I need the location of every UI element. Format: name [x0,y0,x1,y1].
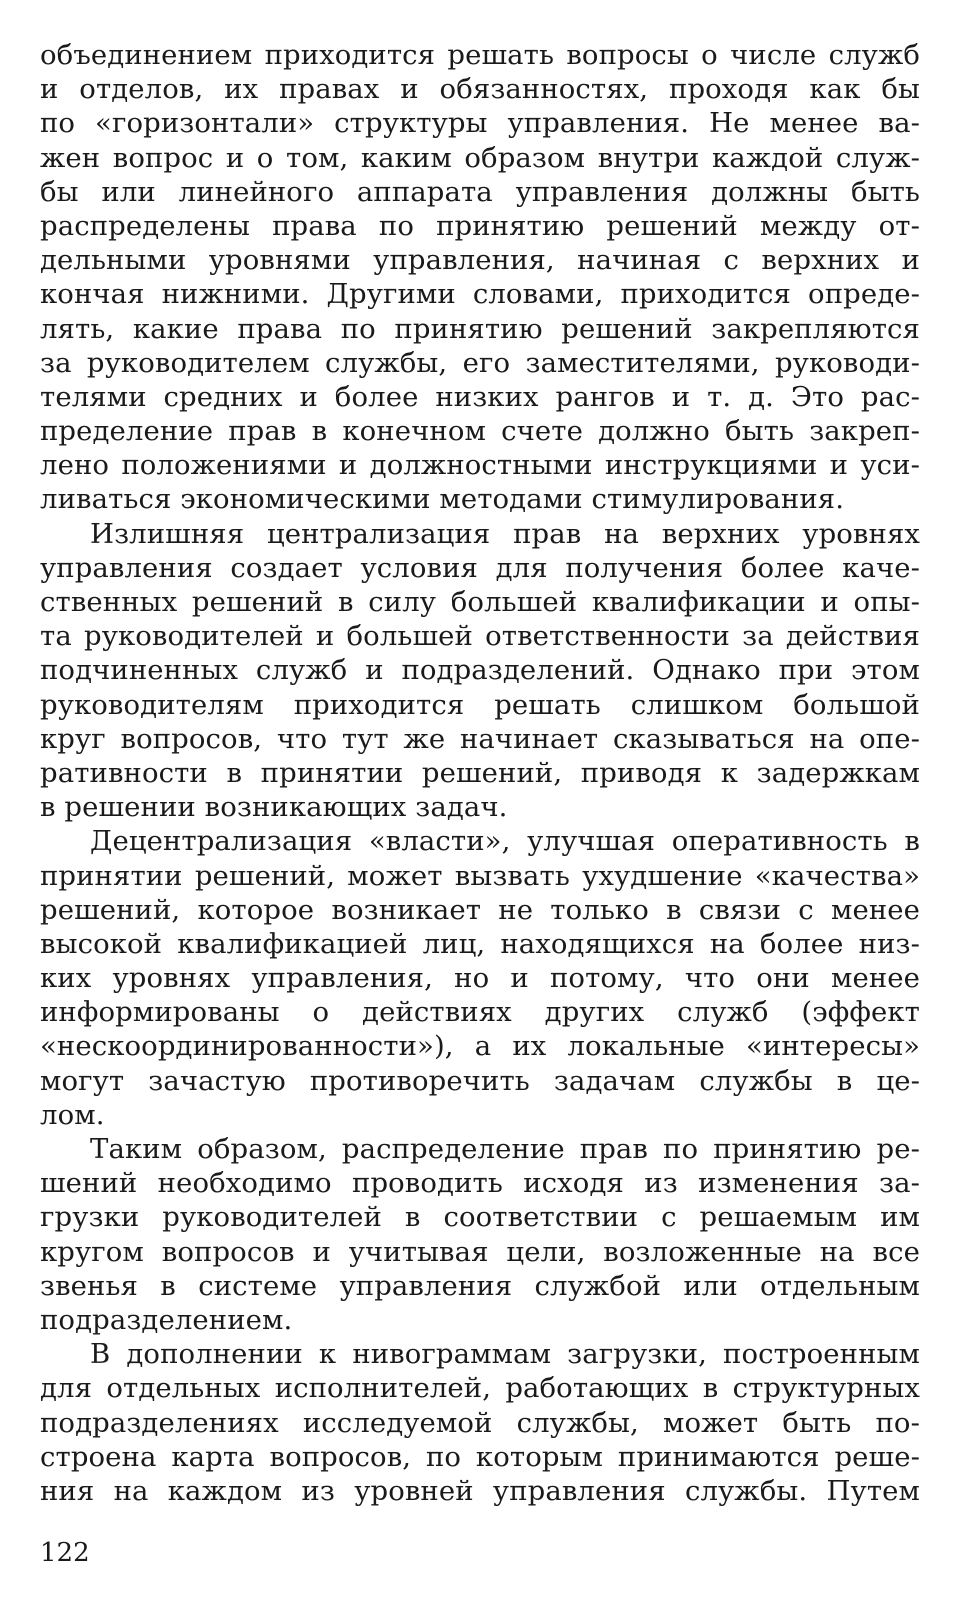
text-line: решений, которое возникает не только в связи с менее [40,893,920,926]
text-line: распределены права по принятию решений между от- [40,209,920,242]
text-line: информированы о действиях других служб (эффект [40,996,920,1029]
text-line: подразделениях исследуемой службы, может быть по- [40,1406,920,1439]
text-line: объединением приходится решать вопросы о числе служб [40,39,920,71]
paragraph-2 [40,517,920,825]
text-line: ственных решений в силу большей квалификации и опы- [40,586,920,618]
text-line: подчиненных служб и подразделений. Однако при этом [40,654,920,687]
page-body [40,38,920,1508]
text-line: круг вопросов, что тут же начинает сказываться на опе- [40,722,920,755]
page-number: 122 [40,1538,90,1568]
text-line: кончая нижними. Другими словами, приходится опреде- [40,278,920,311]
text-line: ния на каждом из уровней управления службы. Путем [40,1474,920,1507]
text-line: управления создает условия для получения более каче- [40,551,920,584]
text-line: могут зачастую противоречить задачам службы в це- [40,1064,920,1097]
text-line: за руководителем службы, его заместителями, руководи- [40,346,920,379]
text-line: Излишняя централизация прав на верхних уровнях [90,517,920,550]
text-line: Децентрализация «власти», улучшая оперативность в [90,825,920,858]
text-line: принятии решений, может вызвать ухудшение «качества» [40,859,920,892]
text-line: ких уровнях управления, но и потому, что они менее [40,962,920,995]
text-line: и отделов, их правах и обязанностях, проходя как бы [40,73,920,106]
text-line: лять, какие права по принятию решений закрепляются [40,312,920,345]
text-line: та руководителей и большей ответственности за действия [40,620,920,653]
text-line: Таким образом, распределение прав по принятию ре- [90,1133,920,1165]
text-line: лом. [40,1098,105,1131]
text-line: жен вопрос и о том, каким образом внутри каждой служ- [40,141,920,174]
text-line: ративности в принятии решений, приводя к задержкам [40,756,920,789]
text-line: по «горизонтали» структуры управления. Не менее ва- [40,107,920,140]
text-line: В дополнении к нивограммам загрузки, построенным [90,1338,920,1371]
text-line: строена карта вопросов, по которым принимаются реше- [40,1440,920,1473]
text-line: ливаться экономическими методами стимулирования. [40,483,845,516]
text-line: пределение прав в конечном счете должно быть закреп- [40,415,920,448]
text-line: телями средних и более низких рангов и т. д. Это рас- [40,380,920,413]
paragraph-3 [40,824,920,1132]
text-line: лено положениями и должностными инструкциями и уси- [40,449,920,482]
text-line: бы или линейного аппарата управления должны быть [40,175,920,208]
text-line: руководителям приходится решать слишком большой [40,688,920,721]
text-line: «нескоординированности»), а их локальные «интересы» [40,1030,920,1063]
text-line: кругом вопросов и учитывая цели, возложенные на все [40,1235,920,1268]
paragraph-4 [40,1132,920,1337]
text-line: высокой квалификацией лиц, находящихся на более низ- [40,927,920,960]
paragraph-1 [40,38,920,517]
text-line: грузки руководителей в соответствии с решаемым им [40,1201,920,1234]
text-line: для отдельных исполнителей, работающих в структурных [40,1372,920,1405]
text-line: подразделением. [40,1303,293,1336]
text-line: дельными уровнями управления, начиная с верхних и [40,244,920,277]
text-line: шений необходимо проводить исходя из изменения за- [40,1167,920,1200]
paragraph-5 [40,1337,920,1508]
text-line: в решении возникающих задач. [40,791,508,824]
text-line: звенья в системе управления службой или отдельным [40,1269,920,1302]
